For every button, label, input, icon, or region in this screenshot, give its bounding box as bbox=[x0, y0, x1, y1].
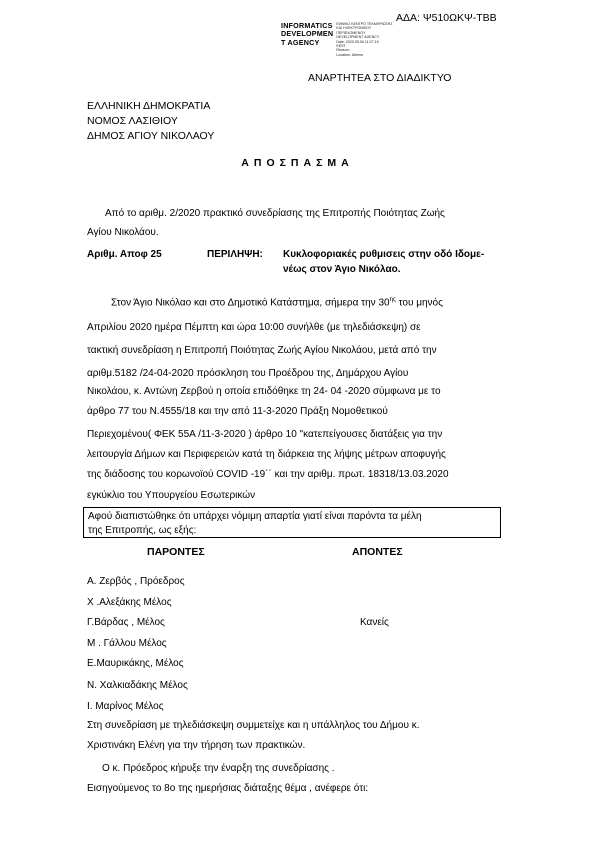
body-line-9: της διάδοσης του κορωνοϊού COVID -19΄΄ και την αριθμ. πρωτ. 18318/13.03.2020 bbox=[87, 469, 449, 480]
quorum-box bbox=[83, 507, 501, 538]
logo-line: INFORMATICS bbox=[281, 21, 333, 30]
present-member: Ν. Χαλκιαδάκης Μέλος bbox=[87, 680, 188, 691]
absent-member: Κανείς bbox=[360, 617, 389, 628]
ada-code: ΑΔΑ: Ψ510ΩΚΨ-ΤΒΒ bbox=[396, 12, 497, 24]
present-member: Χ .Αλεξάκης Μέλος bbox=[87, 597, 172, 608]
header-municipality: ΔΗΜΟΣ ΑΓΙΟΥ ΝΙΚΟΛΑΟΥ bbox=[87, 130, 215, 142]
logo-signature-details bbox=[336, 22, 392, 57]
body-line-1-text: Στον Άγιο Νικόλαο και στο Δημοτικό Κατάστημα, σήμερα την 30 bbox=[111, 297, 390, 309]
closing-line-1: Στη συνεδρίαση με τηλεδιάσκεψη συμμετείχε και η υπάλληλος του Δήμου κ. bbox=[87, 720, 420, 731]
logo-sub-line: ΠΕΡΙΕΧΟΜΕΝΟΥ bbox=[336, 30, 366, 35]
absent-header: ΑΠΟΝΤΕΣ bbox=[352, 546, 403, 558]
logo-sub-line: EEST bbox=[336, 44, 346, 49]
closing-line-3: Ο κ. Πρόεδρος κήρυξε την έναρξη της συνεδρίασης . bbox=[102, 763, 335, 774]
summary-label: ΠΕΡΙΛΗΨΗ: bbox=[207, 249, 263, 260]
logo-line: DEVELOPMEN bbox=[281, 29, 334, 39]
intro-line-2: Αγίου Νικολάου. bbox=[87, 227, 159, 238]
body-line-7: Περιεχομένου( ΦΕΚ 55Α /11-3-2020 ) άρθρο 10 "κατεπείγουσες διατάξεις για την bbox=[87, 429, 443, 440]
logo-sub-line: ΚΑΙ ΗΛΕΚΤΡΟΝΙΚΟΥ bbox=[336, 26, 372, 31]
quorum-line-1: Αφού διαπιστώθηκε ότι υπάρχει νόμιμη απαρτία γιατί είναι παρόντα τα μέλη bbox=[88, 511, 422, 522]
logo-title bbox=[281, 22, 333, 47]
body-line-5: Νικολάου, κ. Αντώνη Ζερβού η οποία επιδόθηκε τη 24- 04 -2020 σύμφωνα με το bbox=[87, 386, 441, 397]
day-superscript: ης bbox=[389, 297, 396, 303]
present-header: ΠΑΡΟΝΤΕΣ bbox=[147, 546, 205, 558]
body-line-8: λειτουργία Δήμων και Περιφερειών κατά τη διάρκεια της λήψης μέτρων αποφυγής bbox=[87, 449, 446, 460]
header-prefecture: ΝΟΜΟΣ ΛΑΣΙΘΙΟΥ bbox=[87, 115, 178, 127]
document-title: ΑΠΟΣΠΑΣΜΑ bbox=[241, 157, 354, 169]
body-line-4: αριθμ.5182 /24-04-2020 πρόσκληση του Προέδρου της, Δημάρχου Αγίου bbox=[87, 368, 409, 379]
body-line-10: εγκύκλιο του Υπουργείου Εσωτερικών bbox=[87, 490, 256, 501]
logo-sub-line: Date: 2020.05.06 11:27:19 bbox=[336, 39, 379, 44]
body-line-6: άρθρο 77 του Ν.4555/18 και την από 11-3-2020 Πράξη Νομοθετικού bbox=[87, 406, 388, 417]
body-line-3: τακτική συνεδρίαση η Επιτροπή Ποιότητας Ζωής Αγίου Νικολάου, μετά από την bbox=[87, 345, 437, 356]
intro-line-1: Από το αριθμ. 2/2020 πρακτικό συνεδρίασης της Επιτροπής Ποιότητας Ζωής bbox=[105, 208, 445, 219]
logo-sub-line: ΕΘΝΙΚΟ ΚΕΝΤΡΟ ΤΕΚΜΗΡΙΩΣΗΣ bbox=[336, 22, 393, 26]
closing-line-2: Χριστινάκη Ελένη για την τήρηση των πρακτικών. bbox=[87, 740, 306, 751]
header-country: ΕΛΛΗΝΙΚΗ ΔΗΜΟΚΡΑΤΙΑ bbox=[87, 100, 211, 112]
logo-sub-line: Location: Athens bbox=[336, 52, 363, 57]
present-member: Γ.Βάρδας , Μέλος bbox=[87, 617, 165, 628]
present-member: Ι. Μαρίνος Μέλος bbox=[87, 701, 164, 712]
logo-sub-line: Reason: bbox=[336, 48, 350, 53]
posted-online-label: ΑΝΑΡΤΗΤΕΑ ΣΤΟ ΔΙΑΔΙΚΤΥΟ bbox=[308, 72, 452, 84]
decision-number: Αριθμ. Αποφ 25 bbox=[87, 249, 162, 260]
body-line-2: Απριλίου 2020 ημέρα Πέμπτη και ώρα 10:00 συνήλθε (με τηλεδιάσκεψη) σε bbox=[87, 322, 421, 333]
present-member: Ε.Μαυρικάκης, Μέλος bbox=[87, 658, 184, 669]
logo-line: T AGENCY bbox=[281, 37, 320, 47]
quorum-line-2: της Επιτροπής, ως εξής: bbox=[88, 525, 197, 536]
summary-line-2: νέως στον Άγιο Νικόλαο. bbox=[283, 264, 401, 275]
summary-line-1: Κυκλοφοριακές ρυθμισεις στην οδό Ιδομε- bbox=[283, 249, 485, 260]
closing-line-4: Εισηγούμενος το 8ο της ημερήσιας διάταξης θέμα , ανέφερε ότι: bbox=[87, 783, 369, 794]
body-line-1-tail: του μηνός bbox=[395, 297, 443, 309]
body-line-1 bbox=[111, 297, 443, 308]
digital-signature-logo bbox=[281, 22, 393, 57]
logo-sub-line: DEVELOPMENT AGENCY bbox=[336, 35, 380, 40]
present-member: Μ . Γάλλου Μέλος bbox=[87, 638, 167, 649]
present-member: Α. Ζερβός , Πρόεδρος bbox=[87, 576, 185, 587]
